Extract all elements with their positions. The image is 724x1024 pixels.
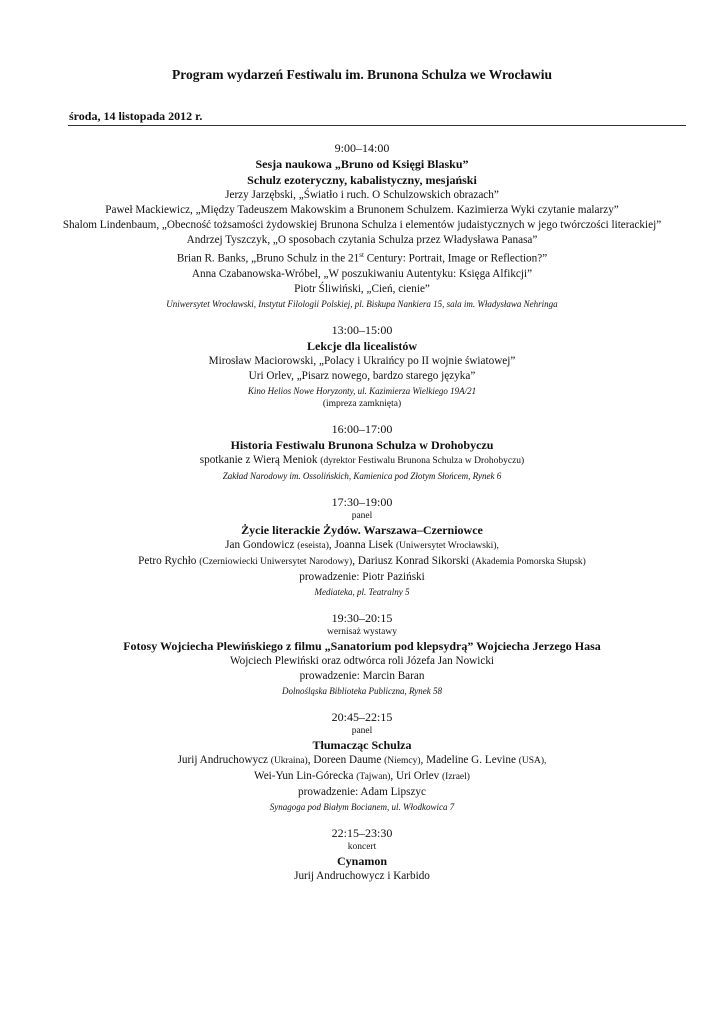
speaker-text: , Dariusz Konrad Sikorski — [352, 554, 472, 567]
speaker-role: (USA), — [518, 755, 547, 766]
speaker-line: Wojciech Plewiński oraz odtwórca roli Józefa Jan Nowicki — [229, 654, 495, 667]
speaker-line: Anna Czabanowska-Wróbel, „W poszukiwaniu Autentyku: Księga Alfikcji” — [191, 267, 533, 280]
event-kind: panel — [351, 510, 373, 521]
speaker-text: Brian R. Banks, „Bruno Schulz in the 21 — [176, 252, 360, 265]
event-literary-life — [0, 494, 724, 599]
event-translating — [0, 709, 724, 814]
event-venue: Uniwersytet Wrocławski, Instytut Filologii Polskiej, pl. Biskupa Nankiera 15, sala im. Władysława Nehringa — [166, 298, 558, 309]
event-title: Sesja naukowa „Bruno od Księgi Blasku” — [255, 157, 469, 171]
moderator-line: prowadzenie: Marcin Baran — [299, 669, 425, 682]
speaker-line: Piotr Śliwiński, „Cień, cienie” — [294, 282, 430, 295]
event-time: 9:00–14:00 — [334, 141, 390, 155]
event-concert — [0, 825, 724, 884]
event-kind: panel — [351, 725, 373, 736]
event-title: Lekcje dla licealistów — [307, 338, 417, 353]
event-history — [0, 421, 724, 483]
event-kind: koncert — [347, 841, 377, 852]
event-time: 17:30–19:00 — [331, 494, 393, 509]
speaker-text: , Uri Orlev — [390, 769, 442, 782]
performer-line: Jurij Andruchowycz i Karbido — [294, 869, 430, 882]
moderator-line: prowadzenie: Adam Lipszyc — [298, 785, 426, 798]
event-time: 13:00–15:00 — [331, 322, 393, 337]
speaker-text: Petro Rychło — [138, 554, 200, 567]
speaker-role: (Akademia Pomorska Słupsk) — [471, 556, 586, 567]
event-venue: Synagoga pod Białym Bocianem, ul. Włodkowica 7 — [269, 801, 455, 812]
event-title: Tłumacząc Schulza — [312, 737, 412, 752]
speaker-line: Andrzej Tyszczyk, „O sposobach czytania Schulza przez Władysława Panasa” — [186, 234, 538, 246]
event-note: (impreza zamknięta) — [322, 398, 402, 409]
speaker-text: , Doreen Daume — [307, 753, 385, 766]
speaker-text: Wei-Yun Lin-Górecka — [254, 769, 357, 782]
speaker-text: Jan Gondowicz — [225, 538, 298, 551]
event-title: Cynamon — [336, 853, 387, 868]
event-venue: Mediateka, pl. Teatralny 5 — [314, 586, 410, 597]
speaker-line — [0, 453, 724, 469]
speaker-text: Jurij Andruchowycz — [177, 753, 271, 766]
event-exhibition — [0, 610, 724, 698]
event-title: Życie literackie Żydów. Warszawa–Czerniowce — [241, 522, 483, 537]
speaker-line — [0, 538, 724, 554]
speaker-line: Shalom Lindenbaum, „Obecność tożsamości żydowskiej Brunona Schulza i elementów judaistycznych w jego twórczości literackiej” — [62, 219, 662, 231]
event-venue: Kino Helios Nowe Horyzonty, ul. Kazimierza Wielkiego 19A/21 — [247, 385, 477, 396]
speaker-line — [0, 248, 724, 267]
speaker-line — [0, 554, 724, 570]
speaker-role: (dyrektor Festiwalu Brunona Schulza w Drohobyczu) — [320, 455, 525, 466]
speaker-role: (eseista) — [297, 540, 329, 551]
speaker-role: (Ukraina) — [270, 755, 308, 766]
speaker-text: spotkanie z Wierą Meniok — [199, 453, 321, 466]
event-title: Fotosy Wojciecha Plewińskiego z filmu „Sanatorium pod klepsydrą” Wojciecha Jerzego Hasa — [123, 638, 601, 653]
event-venue: Dolnośląska Biblioteka Publiczna, Rynek 58 — [281, 685, 443, 696]
horizontal-rule — [68, 125, 686, 126]
speaker-text: , Madeline G. Levine — [420, 753, 519, 766]
speaker-line: Mirosław Maciorowski, „Polacy i Ukraińcy po II wojnie światowej” — [208, 354, 516, 367]
event-title: Historia Festiwalu Brunona Schulza w Drohobyczu — [230, 437, 494, 452]
speaker-role: (Uniwersytet Wrocławski), — [396, 540, 499, 551]
event-subtitle: Schulz ezoteryczny, kabalistyczny, mesjański — [247, 173, 477, 187]
speaker-role: (Izrael) — [442, 771, 470, 782]
speaker-line: Uri Orlev, „Pisarz nowego, bardzo starego języka” — [248, 369, 476, 382]
moderator-line: prowadzenie: Piotr Paziński — [299, 570, 425, 583]
event-time: 16:00–17:00 — [331, 421, 393, 436]
speaker-line — [0, 753, 724, 769]
speaker-text: Century: Portrait, Image or Reflection?” — [363, 252, 548, 265]
speaker-role: (Tajwan) — [356, 771, 391, 782]
event-time: 22:15–23:30 — [331, 825, 393, 840]
event-time: 19:30–20:15 — [331, 610, 393, 625]
page-title: Program wydarzeń Festiwalu im. Brunona Schulza we Wrocławiu — [172, 67, 552, 82]
speaker-text: , Joanna Lisek — [328, 538, 396, 551]
program-list — [0, 140, 724, 895]
speaker-role: (Niemcy) — [384, 755, 421, 766]
speaker-line: Jerzy Jarzębski, „Światło i ruch. O Schulzowskich obrazach” — [225, 189, 499, 201]
event-lessons — [0, 322, 724, 410]
superscript: st — [359, 251, 364, 259]
event-session — [0, 140, 724, 311]
event-venue: Zakład Narodowy im. Ossolińskich, Kamienica pod Złotym Słońcem, Rynek 6 — [222, 470, 502, 481]
speaker-role: (Czerniowiecki Uniwersytet Narodowy) — [199, 556, 353, 567]
date-heading: środa, 14 listopada 2012 r. — [69, 109, 203, 123]
speaker-line: Paweł Mackiewicz, „Między Tadeuszem Makowskim a Brunonem Schulzem. Kazimierza Wyki czytanie malarzy” — [105, 204, 619, 216]
event-kind: wernisaż wystawy — [327, 626, 397, 637]
event-time: 20:45–22:15 — [331, 709, 393, 724]
speaker-line — [0, 769, 724, 785]
